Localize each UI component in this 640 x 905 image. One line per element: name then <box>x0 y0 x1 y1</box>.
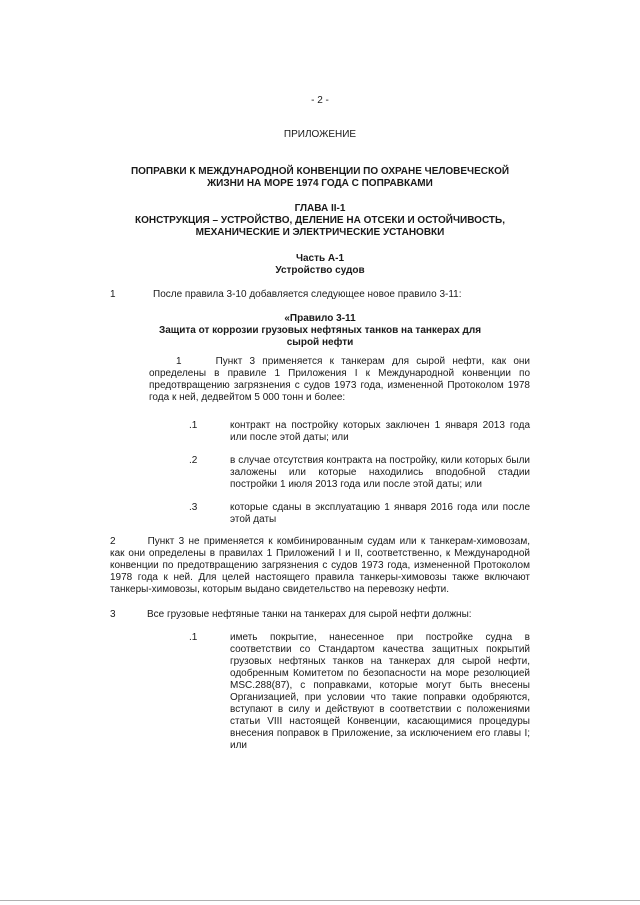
annex-title: ПРИЛОЖЕНИЕ <box>283 129 357 140</box>
paragraph-1-text: Пункт 3 применяется к танкерам для сырой нефти, как они определены в правиле 1 Приложения I к Международной конвенции по предотвращению загрязнения с судов 1973 года, измененной Протоколом 1978 года к ней, дедвейтом 5 000 тонн и более: <box>149 356 530 403</box>
scan-edge-line <box>0 900 640 901</box>
paragraph-2 <box>110 536 530 596</box>
subitem-number: .1 <box>189 632 198 643</box>
part-number: Часть А-1 <box>295 253 345 264</box>
subitem-number: .2 <box>189 455 198 466</box>
subitem-text: иметь покрытие, нанесенное при постройке судна в соответствии со Стандартом качества защитных покрытий грузовых нефтяных танков на танкерах для сырой нефти, одобренным Комитетом по безопасности на море резолюцией MSC.288(87), с поправками, которые могут быть внесены Организацией, при условии что такие поправки одобряются, вступают в силу и действуют в соответствии с положениями статьи VIII настоящей Конвенции, касающимися процедуры внесения поправок в Приложение, за исключением его главы I; или <box>230 632 530 751</box>
paragraph-2-number: 2 <box>110 536 116 547</box>
page-number: - 2 - <box>311 95 329 106</box>
regulation-title-line: сырой нефти <box>286 337 354 348</box>
amendments-title-line: ПОПРАВКИ К МЕЖДУНАРОДНОЙ КОНВЕНЦИИ ПО ОХРАНЕ ЧЕЛОВЕЧЕСКОЙ <box>130 166 510 177</box>
chapter-title <box>0 215 640 239</box>
subitem-number: .3 <box>189 502 198 513</box>
paragraph-3-text: Все грузовые нефтяные танки на танкерах для сырой нефти должны: <box>147 609 472 620</box>
regulation-title-line: Защита от коррозии грузовых нефтяных танков на танкерах для <box>158 325 482 336</box>
item-number: 1 <box>110 289 116 300</box>
amendments-title <box>0 166 640 190</box>
part-title: Устройство судов <box>275 265 365 276</box>
subitem-text: в случае отсутствия контракта на постройку, кили которых были заложены или которые находились вподобной стадии постройки 1 июля 2013 года или после этой даты; или <box>230 455 530 490</box>
chapter-title-line: КОНСТРУКЦИЯ – УСТРОЙСТВО, ДЕЛЕНИЕ НА ОТСЕКИ И ОСТОЙЧИВОСТЬ, <box>135 215 505 226</box>
amendments-title-line: ЖИЗНИ НА МОРЕ 1974 ГОДА С ПОПРАВКАМИ <box>207 178 433 189</box>
paragraph-3-number: 3 <box>110 609 116 620</box>
subitem-text: контракт на постройку которых заключен 1 января 2013 года или после этой даты; или <box>230 420 530 443</box>
subitem-text: которые сданы в эксплуатацию 1 января 2016 года или после этой даты <box>230 502 530 525</box>
chapter-title-line: МЕХАНИЧЕСКИЕ И ЭЛЕКТРИЧЕСКИЕ УСТАНОВКИ <box>195 227 445 238</box>
subitem-number: .1 <box>189 420 198 431</box>
paragraph-1-number: 1 <box>176 356 182 367</box>
paragraph-1 <box>149 356 530 404</box>
regulation-title <box>0 325 640 349</box>
paragraph-2-text: Пункт 3 не применяется к комбинированным судам или к танкерам-химовозам, как они определены в правилах 1 Приложений I и II, соответственно, к Международной конвенции по предотвращению загрязнения с судов 1973 года, измененной Протоколом 1978 года к ней. Для целей настоящего правила танкеры-химовозы также включают танкеры-химовозы, которым выдано свидетельство на перевозку нефти. <box>110 536 530 595</box>
chapter-number: ГЛАВА II-1 <box>294 203 346 214</box>
regulation-number: «Правило 3-11 <box>284 313 356 324</box>
item-text: После правила 3-10 добавляется следующее новое правило 3-11: <box>153 289 462 300</box>
